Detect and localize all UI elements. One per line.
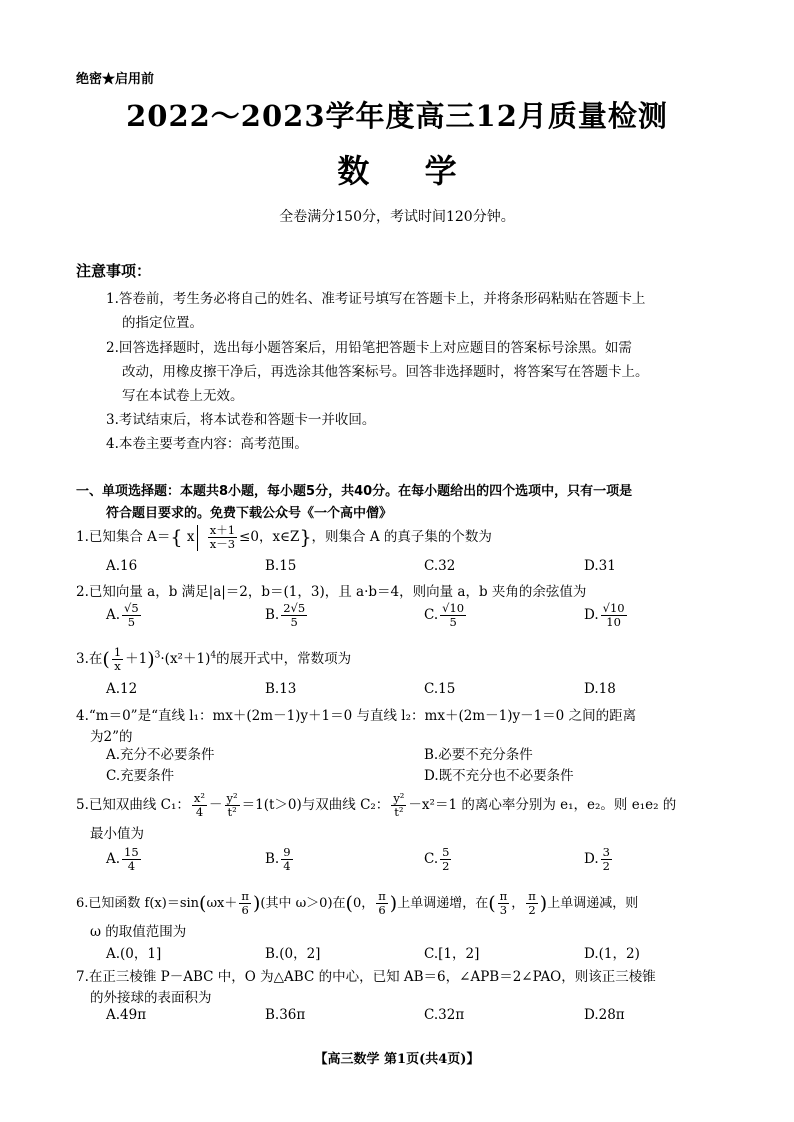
option-d: D.28π [584,1007,625,1023]
option-a: A. $\frac{15}{4}$ [106,845,139,873]
question-5-cont: 最小值为 [90,826,144,842]
option-c: C.32π [424,1007,465,1023]
option-d: D.18 [584,681,616,697]
question-7: 7.在正三棱锥 P－ABC 中，O 为△ABC 的中心，已知 AB＝6，∠APB＝2∠PAO，则该正三棱锥 [76,969,656,985]
option-b: B.必要不充分条件 [424,747,533,763]
notice-line: 1.答卷前，考生务必将自己的姓名、准考证号填写在答题卡上，并将条形码粘贴在答题卡上 [106,291,646,307]
question-7-cont: 的外接球的表面积为 [90,990,212,1006]
section-heading: 一、单项选择题：本题共8小题，每小题5分，共40分。在每小题给出的四个选项中，只有一项是 [76,484,633,499]
option-b: B.13 [265,681,297,697]
option-d: D. $\frac{3}{2}$ [584,845,610,873]
question-4-cont: 为2”的 [90,729,133,745]
secret-label: 绝密★启用前 [76,72,155,87]
option-a: A.充分不必要条件 [106,747,215,763]
option-c: C.32 [424,558,456,574]
option-d: D. $\frac{√10}{10}$ [584,601,625,629]
notice-line: 的指定位置。 [122,315,203,331]
exam-title: 2022～2023学年度高三12月质量检测 [126,99,668,133]
score-info: 全卷满分150分，考试时间120分钟。 [279,209,515,225]
option-c: C. $\frac{√10}{5}$ [424,601,465,629]
question-2: 2.已知向量 a，b 满足|a|＝2，b＝(1，3)，且 a·b＝4，则向量 a，b 夹角的余弦值为 [76,584,587,600]
section-heading-cont: 符合题目要求的。免费下载公众号《一个高中僧》 [106,506,393,521]
option-a: A.12 [106,681,138,697]
page-footer: 【高三数学 第1页(共4页)】 [314,1052,480,1067]
option-d: D.既不充分也不必要条件 [424,768,574,784]
notice-line: 3.考试结束后，将本试卷和答题卡一并收回。 [106,412,376,428]
question-6-cont: ω 的取值范围为 [90,924,187,940]
notice-heading: 注意事项： [76,262,152,280]
option-a: A. $\frac{√5}{5}$ [106,601,139,629]
notice-line: 写在本试卷上无效。 [122,388,244,404]
option-a: A.16 [106,558,138,574]
option-d: D.31 [584,558,616,574]
question-6: 6.已知函数 f(x)＝sin(ωx＋ $\frac{\pi}{6}$ )(其中 ω＞0)在(0， $\frac{\pi}{6}$ )上单调递增，在( $\frac{\pi}{3}$ ， $\frac{\pi}{2}$ )上单调递减，则 [76,889,639,917]
option-c: C.15 [424,681,456,697]
question-5: 5.已知双曲线 C₁： $\frac{\text{x²}}{4}$ － $\frac{\text{y²}}{\text{t²}}$ ＝1(t＞0)与双曲线 C₂： $\frac{\text{y²}}{\text{t²}}$ －x²＝1 的离心率分别为 e₁，e₂。则 e₁e₂ 的 [76,791,677,819]
notice-line: 2.回答选择题时，选出每小题答案后，用铅笔把答题卡上对应题目的答案标号涂黑。如需 [106,340,632,356]
option-d: D.(1，2) [584,946,640,962]
notice-line: 改动，用橡皮擦干净后，再选涂其他答案标号。回答非选择题时，将答案写在答题卡上。 [122,364,649,380]
subject-title: 数 学 [337,152,457,190]
option-c: C.充要条件 [106,768,175,784]
option-b: B.(0，2] [265,946,321,962]
option-c: C.[1，2] [424,946,480,962]
option-b: B. $\frac{2√5}{5}$ [265,601,306,629]
option-a: A.49π [106,1007,147,1023]
option-b: B.36π [265,1007,306,1023]
question-3: 3.在( $\frac{1}{x}$ $+1)^3\cdot(x^2+1)^4$的展开式中，常数项为 [76,645,352,673]
option-a: A.(0，1] [106,946,162,962]
notice-line: 4.本卷主要考查内容：高考范围。 [106,436,308,452]
question-1: 1.已知集合 A＝{ x $\frac{x+1}{x-3}$ ≤0，x∈Z}，则集合 A 的真子集的个数为 [76,523,492,551]
option-b: B. $\frac{9}{4}$ [265,845,291,873]
question-4: 4.“m＝0”是“直线 l₁：mx＋(2m－1)y＋1＝0 与直线 l₂：mx＋(2m－1)y－1＝0 之间的距离 [76,708,637,724]
option-b: B.15 [265,558,297,574]
option-c: C. $\frac{5}{2}$ [424,845,450,873]
